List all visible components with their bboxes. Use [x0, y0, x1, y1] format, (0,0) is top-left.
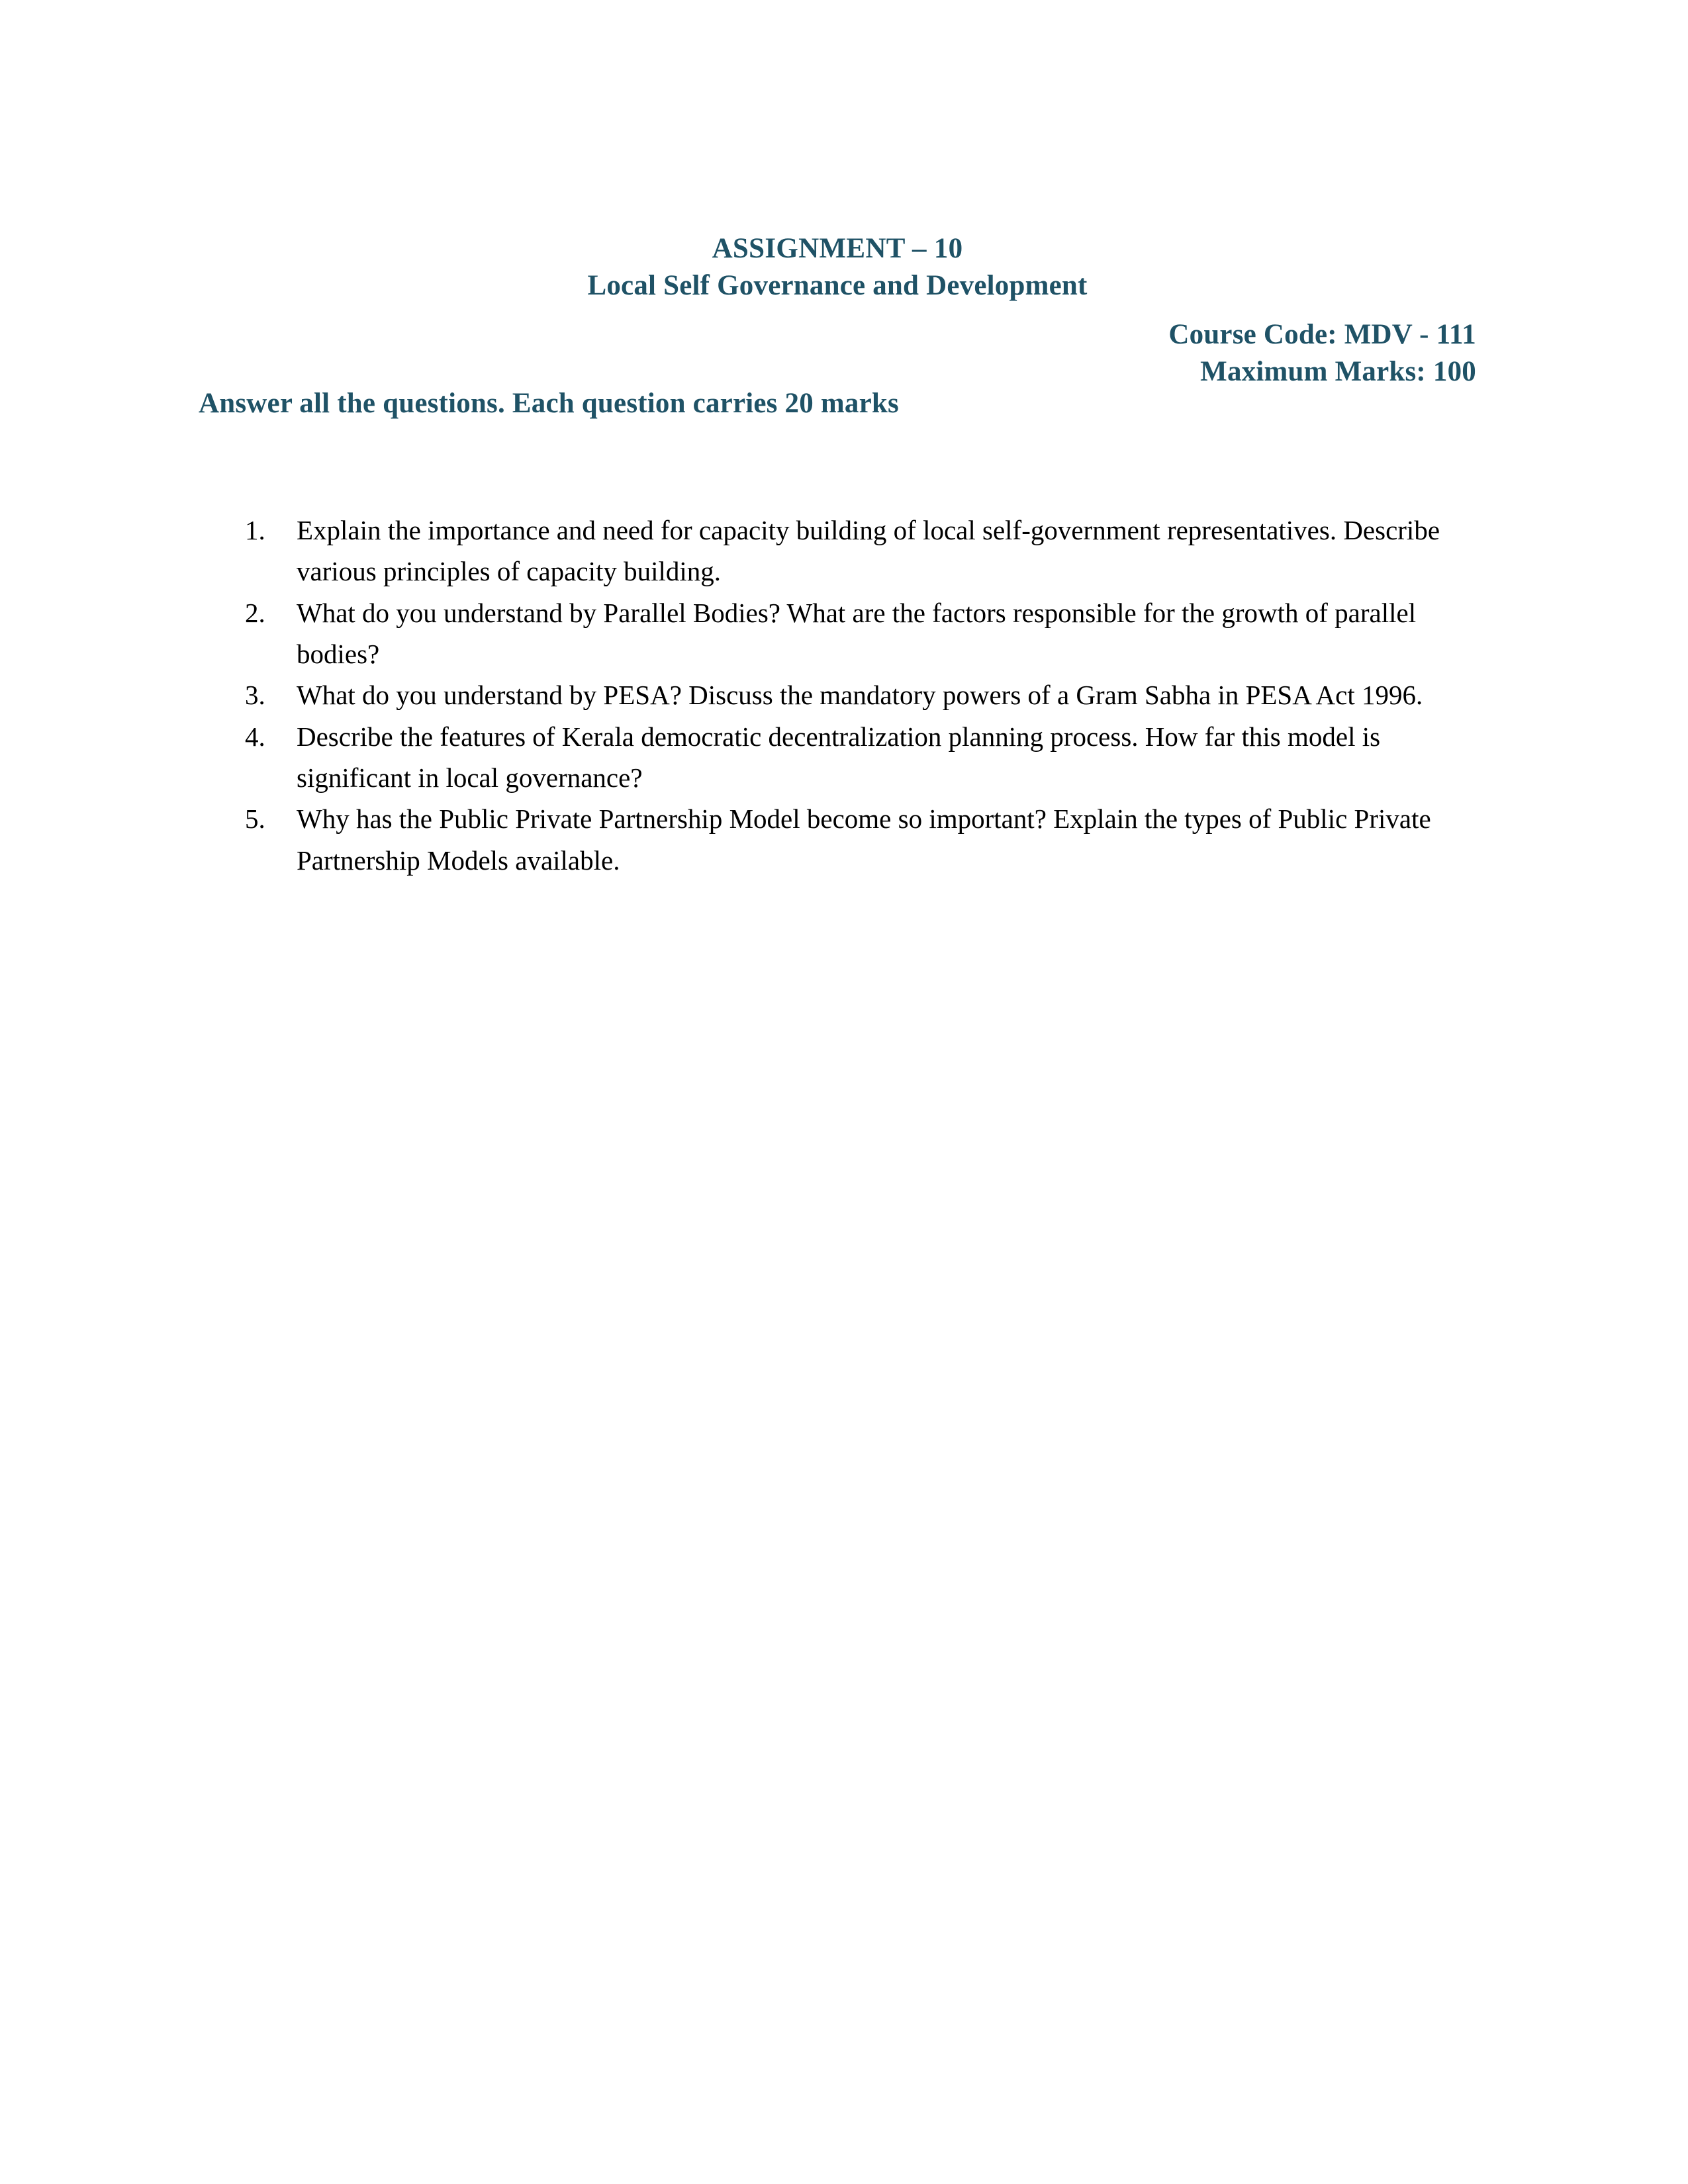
question-item: [245, 510, 1483, 592]
question-text: What do you understand by Parallel Bodies? What are the factors responsible for the growth of parallel bodies?: [297, 597, 1417, 669]
question-text: Explain the importance and need for capacity building of local self-government representatives. Describe various principles of capacity building.: [297, 515, 1440, 587]
question-number: 2.: [245, 597, 265, 628]
course-subtitle: Local Self Governance and Development: [587, 269, 1088, 301]
question-item: [245, 674, 1483, 715]
question-item: [245, 592, 1483, 675]
question-text: What do you understand by PESA? Discuss the mandatory powers of a Gram Sabha in PESA Act 1996.: [297, 680, 1423, 711]
question-text: Describe the features of Kerala democratic decentralization planning process. How far this model is significant in local governance?: [297, 721, 1381, 793]
question-number: 1.: [245, 515, 265, 545]
question-number: 5.: [245, 803, 265, 835]
question-text: Why has the Public Private Partnership Model become so important? Explain the types of Public Private Partnership Models available.: [297, 803, 1431, 876]
question-number: 3.: [245, 680, 265, 711]
question-item: [245, 798, 1483, 881]
instruction-text: Answer all the questions. Each question carries 20 marks: [199, 388, 899, 419]
question-item: [245, 716, 1483, 799]
question-number: 4.: [245, 721, 265, 752]
assignment-title: ASSIGNMENT – 10: [712, 233, 963, 264]
maximum-marks: Maximum Marks: 100: [1200, 355, 1476, 387]
question-list: [245, 510, 1483, 881]
document-header: [199, 230, 1476, 390]
course-code: Course Code: MDV - 111: [1168, 318, 1476, 350]
